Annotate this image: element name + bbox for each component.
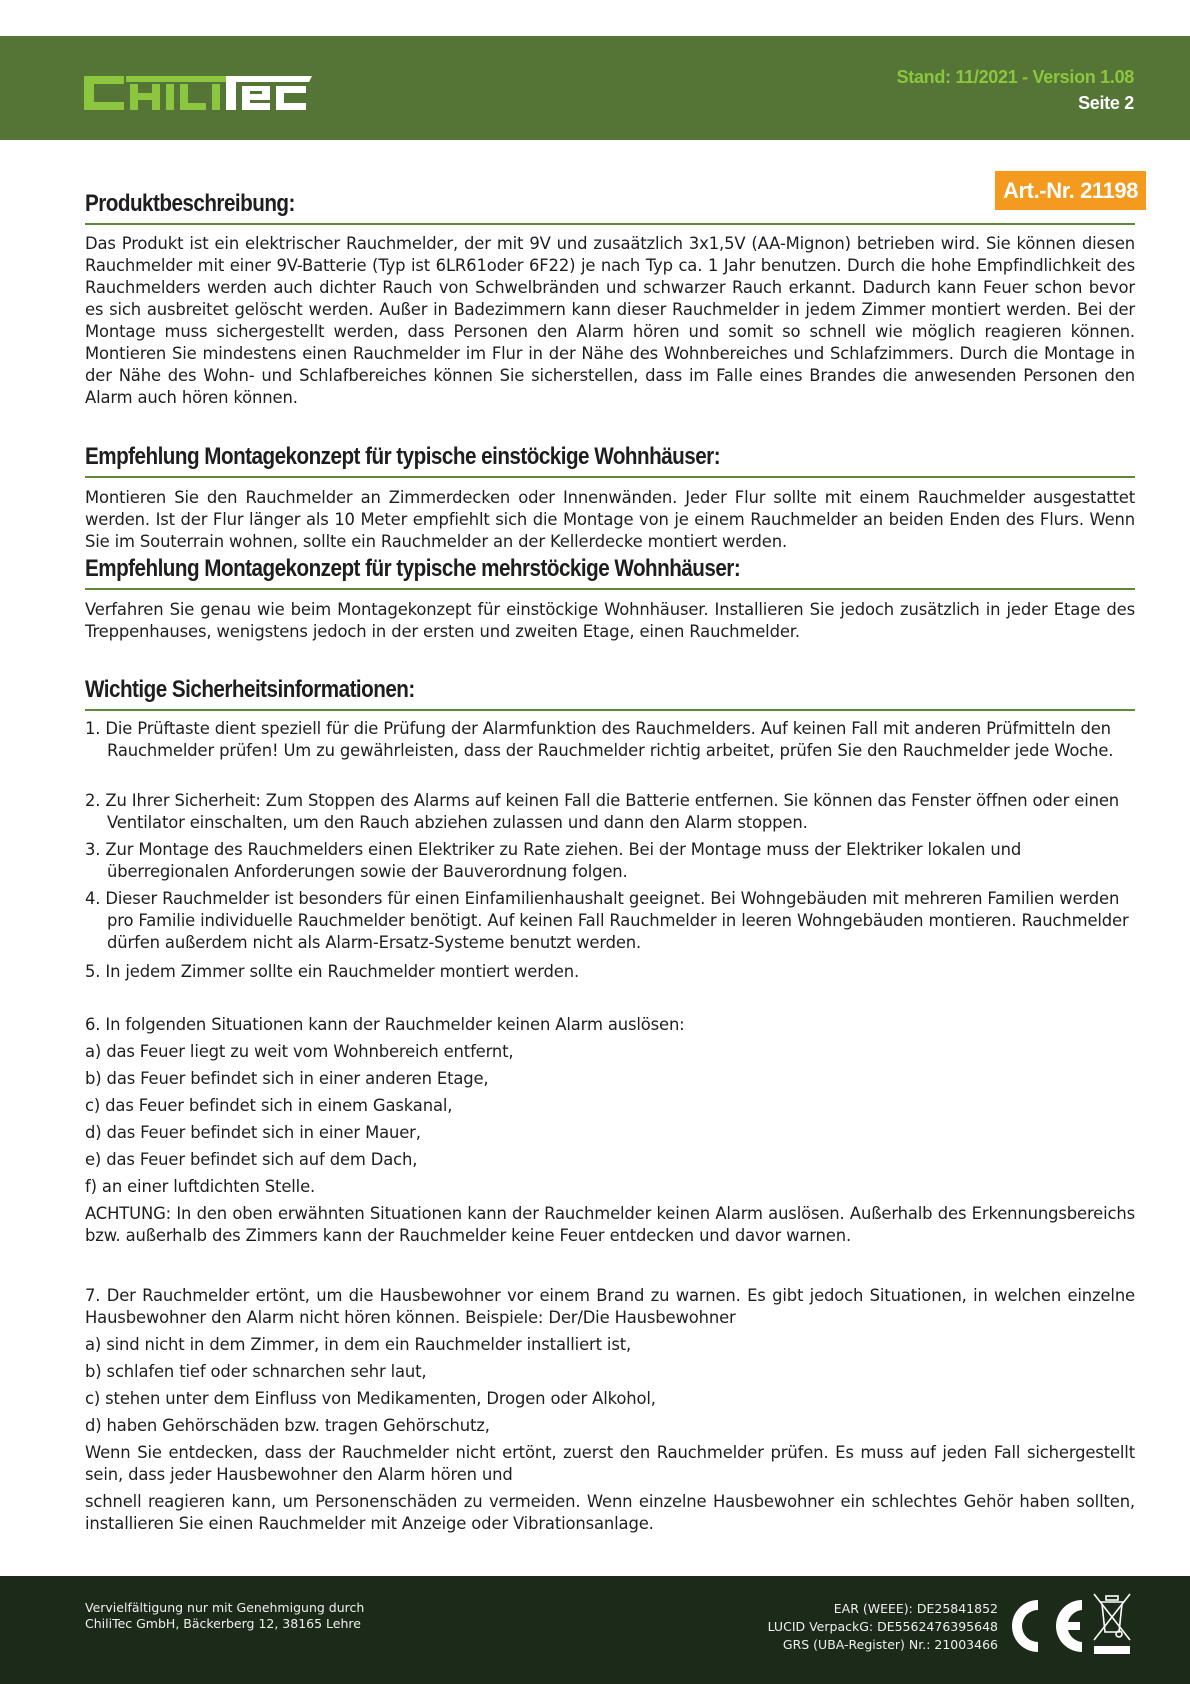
article-number-badge: Art.-Nr. 21198 (995, 171, 1146, 210)
safety-item-5: 5. In jedem Zimmer sollte ein Rauchmelder montiert werden. (85, 962, 580, 981)
footer-registrations (768, 1600, 998, 1654)
item-7-case-b: b) schlafen tief oder schnarchen sehr laut, (85, 1362, 427, 1381)
document-meta (897, 64, 1134, 116)
item-7-case-c: c) stehen unter dem Einfluss von Medikamenten, Drogen oder Alkohol, (85, 1389, 656, 1408)
heading-text: Empfehlung Montagekonzept für typische mehrstöckige Wohnhäuser: (85, 555, 741, 582)
item-6-case-a: a) das Feuer liegt zu weit vom Wohnbereich entfernt, (85, 1042, 514, 1061)
logo-icon (84, 70, 314, 116)
safety-item-4: 4. Dieser Rauchmelder ist besonders für einen Einfamilienhaushalt geeignet. Bei Wohngebäuden mit mehreren Familien werden pro Familie individuelle Rauchmelder benötigt. Auf keinen Fall Rauchmelder in leeren Wohngebäuden montieren. Rauchmelder dürfen außerdem nicht als Alarm-Ersatz-Systeme benutzt werden. (85, 889, 1129, 952)
heading-text: Wichtige Sicherheitsinformationen: (85, 676, 415, 703)
item-6-case-c: c) das Feuer befindet sich in einem Gaskanal, (85, 1096, 453, 1115)
item-7-outro-1: Wenn Sie entdecken, dass der Rauchmelder nicht ertönt, zuerst den Rauchmelder prüfen. Es muss auf jeden Fall sichergestellt sein, dass jeder Hausbewohner den Alarm hören und (85, 1443, 1135, 1484)
single-storey-text: Montieren Sie den Rauchmelder an Zimmerdecken oder Innenwänden. Jeder Flur sollte mit einem Rauchmelder ausgestattet werden. Ist der Flur länger als 10 Meter empfiehlt sich die Montage von je einem Rauchmelder an beiden Enden des Flurs. Wenn Sie im Souterrain wohnen, sollte ein Rauchmelder an der Kellerdecke montiert werden. (85, 488, 1135, 551)
safety-item-7-intro: 7. Der Rauchmelder ertönt, um die Hausbewohner vor einem Brand zu warnen. Es gibt jedoch Situationen, in welchen einzelne Hausbewohner den Alarm nicht hören können. Beispiele: Der/Die Hausbewohner (85, 1286, 1135, 1327)
item-6-case-e: e) das Feuer befindet sich auf dem Dach, (85, 1150, 418, 1169)
multi-storey-text: Verfahren Sie genau wie beim Montagekonzept für einstöckige Wohnhäuser. Installieren Sie jedoch zusätzlich in jeder Etage des Treppenhauses, wenigstens jedoch in der ersten und zweiten Etage, einen Rauchmelder. (85, 600, 1135, 641)
heading-single-storey (85, 442, 1135, 478)
heading-product-description (85, 189, 1135, 225)
heading-multi-storey (85, 554, 1135, 590)
item-6-case-d: d) das Feuer befindet sich in einer Mauer, (85, 1123, 421, 1142)
lucid-verpackg-number: LUCID VerpackG: DE5562476395648 (767, 1619, 998, 1634)
page-header (0, 36, 1190, 140)
safety-item-3: 3. Zur Montage des Rauchmelders einen Elektriker zu Rate ziehen. Bei der Montage muss der Elektriker lokalen und überregionalen Anforderungen sowie der Bauverordnung folgen. (85, 840, 1022, 881)
footer-copyright-line-1: Vervielfältigung nur mit Genehmigung durch (85, 1600, 365, 1615)
heading-text: Empfehlung Montagekonzept für typische einstöckige Wohnhäuser: (85, 443, 721, 470)
heading-safety-info (85, 675, 1135, 711)
item-7-outro-2: schnell reagieren kann, um Personenschäden zu vermeiden. Wenn einzelne Hausbewohner ein schlechtes Gehör haben sollten, installieren Sie einen Rauchmelder mit Anzeige oder Vibrationsanlage. (85, 1492, 1135, 1533)
safety-item-6-intro: 6. In folgenden Situationen kann der Rauchmelder keinen Alarm auslösen: (85, 1015, 685, 1034)
safety-item-1: 1. Die Prüftaste dient speziell für die Prüfung der Alarmfunktion des Rauchmelders. Auf keinen Fall mit anderen Prüfmitteln den Rauchmelder prüfen! Um zu gewährleisten, dass der Rauchmelder richtig arbeitet, prüfen Sie den Rauchmelder jede Woche. (85, 719, 1114, 760)
weee-crossed-bin-icon (1092, 1592, 1132, 1662)
item-7-case-d: d) haben Gehörschäden bzw. tragen Gehörschutz, (85, 1416, 490, 1435)
ear-weee-number: EAR (WEEE): DE25841852 (833, 1601, 998, 1616)
item-6-case-f: f) an einer luftdichten Stelle. (85, 1177, 316, 1196)
version-stand: Stand: 11/2021 - Version 1.08 (896, 67, 1134, 87)
safety-item-2: 2. Zu Ihrer Sicherheit: Zum Stoppen des Alarms auf keinen Fall die Batterie entfernen. Sie können das Fenster öffnen oder einen Ventilator einschalten, um den Rauch abziehen zulassen und dann den Alarm stoppen. (85, 791, 1120, 832)
grs-uba-number: GRS (UBA-Register) Nr.: 21003466 (782, 1637, 998, 1652)
chilitec-logo (84, 70, 314, 116)
product-description-text: Das Produkt ist ein elektrischer Rauchmelder, der mit 9V und zusaätzlich 3x1,5V (AA-Mignon) betrieben wird. Sie können diesen Rauchmelder mit einer 9V-Batterie (Typ ist 6LR61oder 6F22) je nach Typ ca. 1 Jahr benutzen. Durch die hohe Empfindlichkeit des Rauchmelders werden auch dichter Rauch von Schwelbränden und schwarzer Rauch erkannt. Dadurch kann Feuer schon bevor es sich ausbreitet gelöscht werden. Außer in Badezimmern kann dieser Rauchmelder in jedem Zimmer montiert werden. Bei der Montage muss sichergestellt werden, dass Personen den Alarm hören und somit so schnell wie möglich reagieren können. Montieren Sie mindestens einen Rauchmelder im Flur in der Nähe des Wohnbereiches und Schlafzimmers. Durch die Montage in der Nähe des Wohn- und Schlafbereiches können Sie sicherstellen, dass im Falle eines Brandes die anwesenden Personen den Alarm auch hören können. (85, 234, 1135, 407)
ce-mark-icon (1008, 1596, 1086, 1660)
page-number: Seite 2 (1078, 93, 1134, 113)
page-footer (0, 1576, 1190, 1684)
item-6-case-b: b) das Feuer befindet sich in einer anderen Etage, (85, 1069, 489, 1088)
footer-copyright (85, 1600, 364, 1632)
footer-address: ChiliTec GmbH, Bäckerberg 12, 38165 Lehre (85, 1616, 361, 1631)
heading-text: Produktbeschreibung: (85, 190, 295, 217)
item-7-case-a: a) sind nicht in dem Zimmer, in dem ein Rauchmelder installiert ist, (85, 1335, 632, 1354)
item-6-warning: ACHTUNG: In den oben erwähnten Situationen kann der Rauchmelder keinen Alarm auslösen. Außerhalb des Erkennungsbereichs bzw. außerhalb des Zimmers kann der Rauchmelder keine Feuer entdecken und davor warnen. (85, 1204, 1135, 1245)
